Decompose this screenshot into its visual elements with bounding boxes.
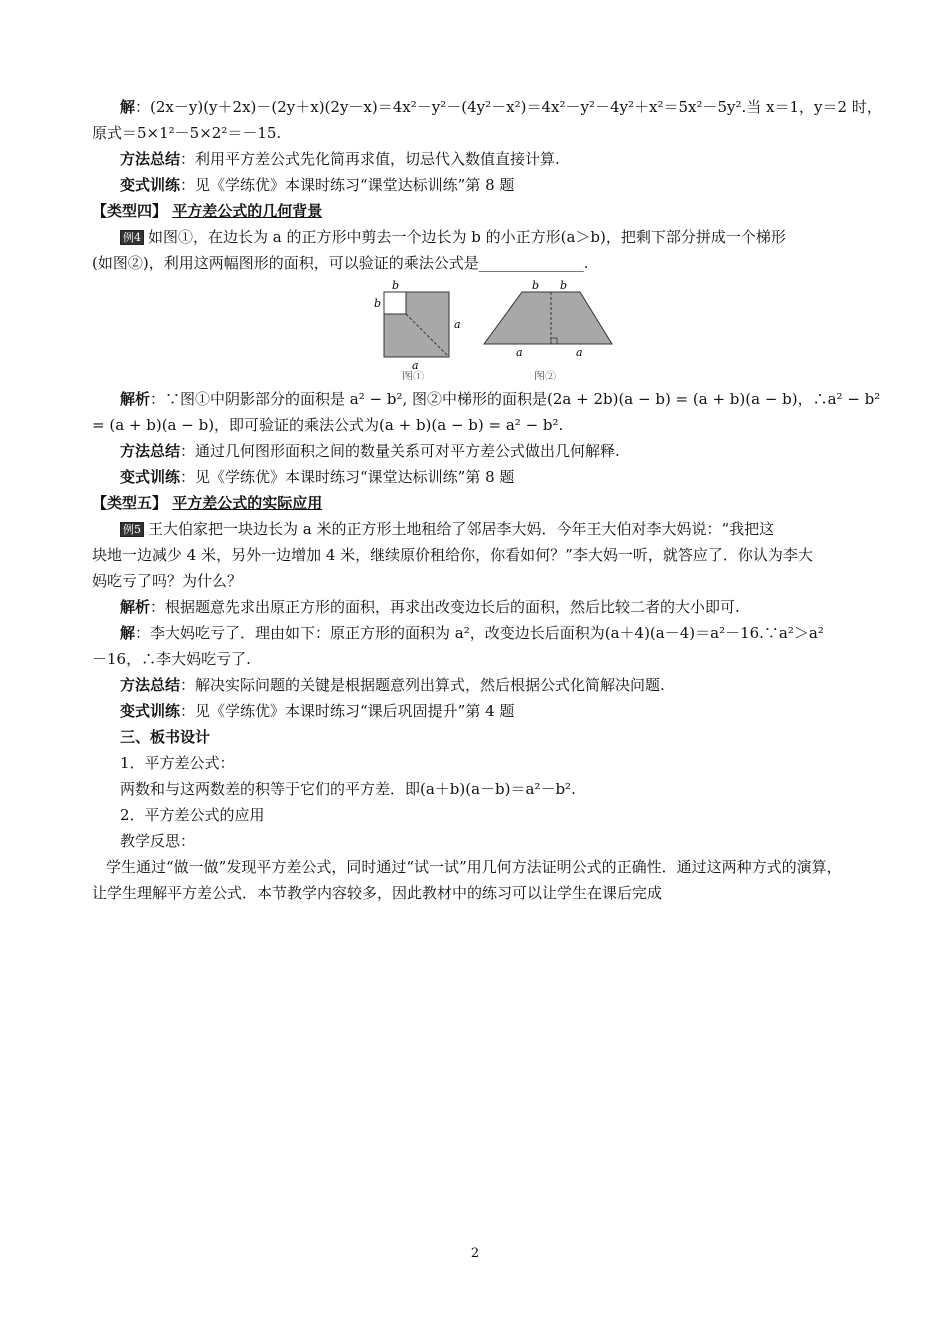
figure-2-caption: 图② (534, 370, 556, 380)
type5-heading: 【类型五】 平方差公式的实际应用 (92, 494, 323, 512)
small-square (384, 292, 406, 314)
variant-training-5: 变式训练：见《学练优》本课时练习“课后巩固提升”第 4 题 (120, 702, 515, 720)
reflection-text: 学生通过“做一做”发现平方差公式，同时通过“试一试”用几何方法证明公式的正确性．通过这两种方式的演算，让学生理解平方差公式．本节教学内容较多，因此教材中的练习可以让学生在课后完成 (92, 858, 842, 902)
example5-line-1: 例5 王大伯家把一块边长为 a 米的正方形土地租给了邻居李大妈．今年王大伯对李大妈说：“我把这 (92, 516, 862, 542)
type4-heading: 【类型四】 平方差公式的几何背景 (92, 202, 323, 220)
figure-svg (372, 280, 712, 380)
analysis5: 解析：根据题意先求出原正方形的面积，再求出改变边长后的面积，然后比较二者的大小即可. (120, 598, 740, 616)
reflection-heading: 教学反思： (120, 832, 196, 850)
board-item-2: 2．平方差公式的应用 (120, 806, 265, 824)
variant-training-1: 变式训练：见《学练优》本课时练习“课堂达标训练”第 8 题 (120, 176, 515, 194)
label-a-right: a (454, 318, 461, 331)
solution5-line-1: 解：李大妈吃亏了．理由如下：原正方形的面积为 a²，改变边长后面积为(a＋4)(a－4)＝a²－16.∵a²＞a² (120, 624, 824, 642)
figure-1 (374, 280, 461, 380)
document-page (92, 94, 882, 906)
example5-line-2: 块地一边减少 4 米，另外一边增加 4 米，继续原价租给你，你看如何？”李大妈一听，就答应了．你认为李大 (92, 546, 813, 564)
section-3-heading: 三、板书设计 (120, 728, 211, 746)
label-b-left: b (374, 297, 382, 310)
variant-training-4: 变式训练：见《学练优》本课时练习“课堂达标训练”第 8 题 (120, 468, 515, 486)
method-summary-1: 方法总结：利用平方差公式先化简再求值，切忌代入数值直接计算. (120, 150, 560, 168)
geometry-figures (92, 280, 862, 380)
example4-line-1: 例4 如图①，在边长为 a 的正方形中剪去一个边长为 b 的小正方形(a＞b)，把剩下部分拼成一个梯形 (92, 224, 862, 250)
label-b-top-left: b (532, 280, 540, 292)
figure-2 (484, 280, 612, 380)
solution-line-1: 解：(2x－y)(y＋2x)－(2y＋x)(2y－x)＝4x²－y²－(4y²－x²)＝4x²－y²－4y²＋x²＝5x²－5y².当 x＝1，y＝2 时， (120, 98, 882, 116)
solution-line-2: 原式＝5×1²－5×2²＝－15. (92, 124, 282, 142)
board-item-1: 1．平方差公式： (120, 754, 235, 772)
figure-1-caption: 图① (402, 370, 424, 380)
label-b-top: b (392, 280, 400, 292)
analysis4-line-2: = (a + b)(a − b)，即可验证的乘法公式为(a + b)(a − b) = a² − b². (92, 416, 564, 434)
page-number: 2 (470, 1246, 480, 1261)
example5-line-3: 妈吃亏了吗？为什么？ (92, 572, 243, 590)
method-summary-5: 方法总结：解决实际问题的关键是根据题意列出算式，然后根据公式化简解决问题. (120, 676, 665, 694)
analysis4-line-1: 解析：∵图①中阴影部分的面积是 a² − b², 图②中梯形的面积是(2a + 2b)(a − b) = (a + b)(a − b)，∴a² − b² (120, 390, 881, 408)
label-a-bottom-right: a (576, 346, 583, 359)
solution5-line-2: －16，∴李大妈吃亏了. (92, 650, 251, 668)
trapezoid (484, 292, 612, 344)
label-a-bottom-left: a (516, 346, 523, 359)
board-item-1-text: 两数和与这两数差的积等于它们的平方差．即(a＋b)(a－b)＝a²－b². (120, 780, 576, 798)
example5-badge: 例5 (120, 522, 144, 537)
label-a-bottom: a (412, 359, 419, 372)
label-b-top-right: b (560, 280, 568, 292)
example4-line-2: (如图②)，利用这两幅图形的面积，可以验证的乘法公式是______________. (92, 254, 589, 272)
method-summary-4: 方法总结：通过几何图形面积之间的数量关系可对平方差公式做出几何解释. (120, 442, 620, 460)
example4-badge: 例4 (120, 230, 144, 245)
